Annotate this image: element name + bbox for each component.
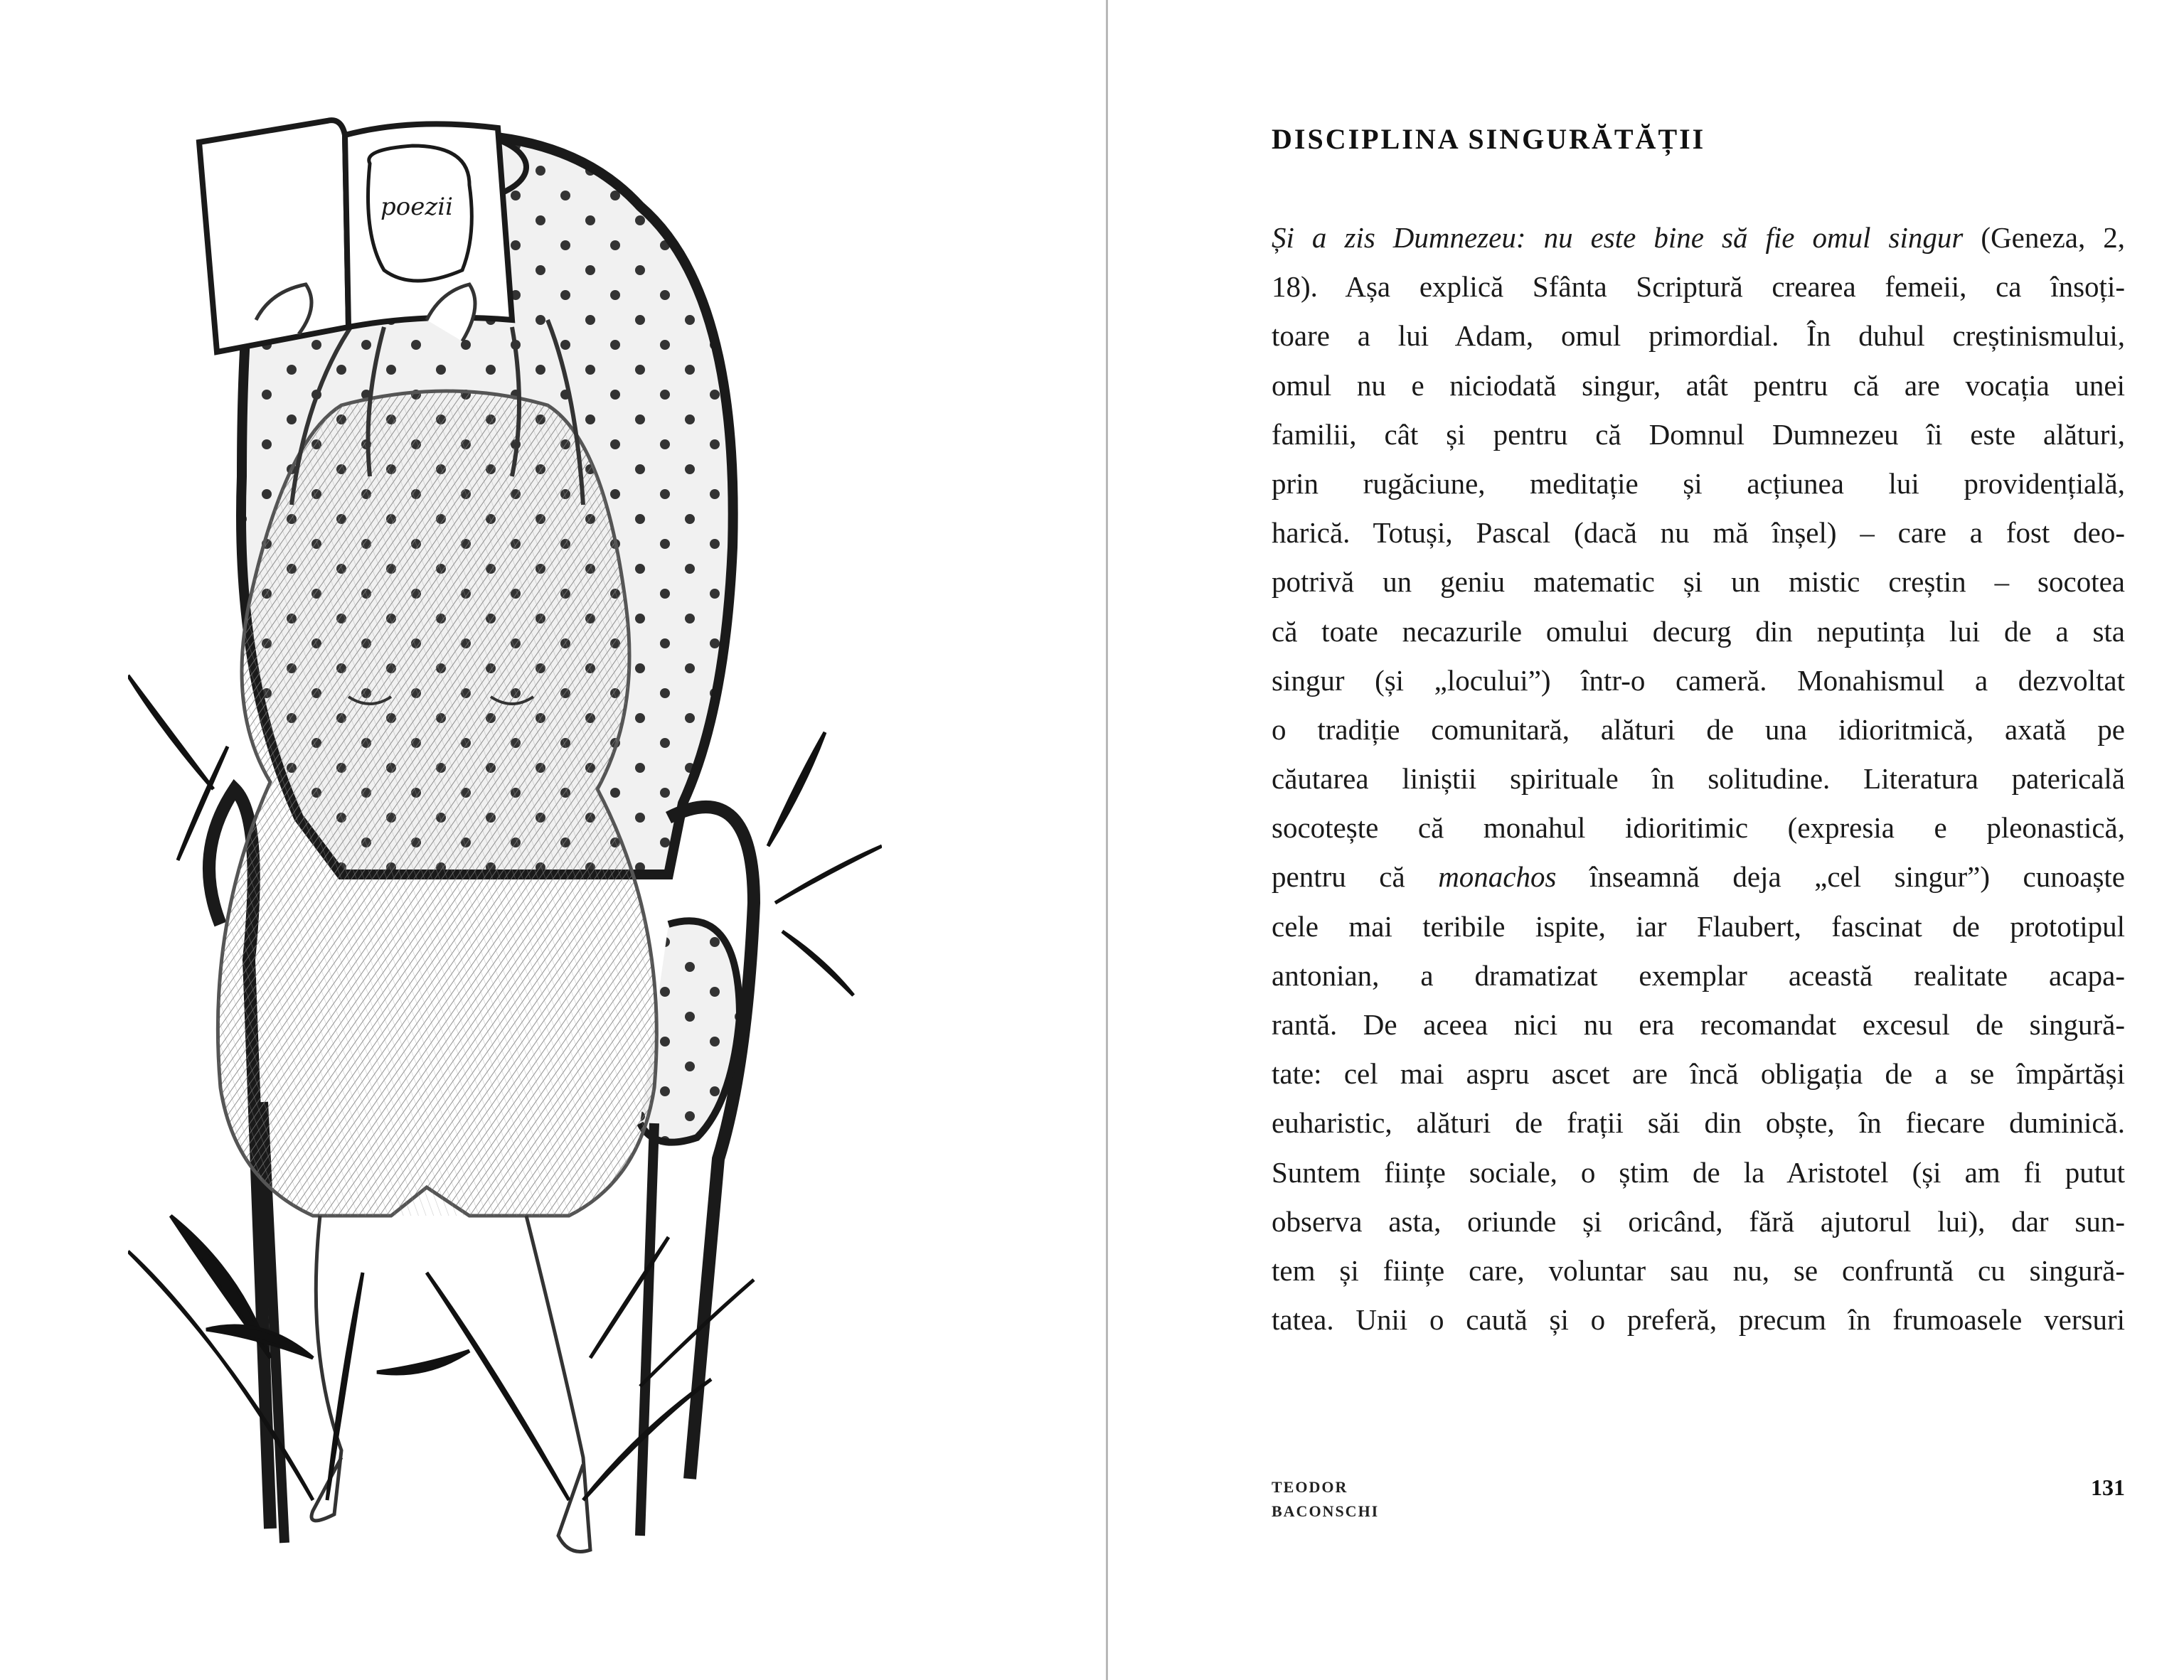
text-line: o tradiție comunitară, alături de una idioritmică, axată pe <box>1272 712 2125 746</box>
author-first-name: TEODOR <box>1272 1478 1348 1496</box>
text-line: familii, cât și pentru că Domnul Dumnezeu îi este alături, <box>1272 417 2125 451</box>
text-line: potrivă un geniu matematic și un mistic creștin – socotea <box>1272 565 2125 599</box>
text-line: Și a zis Dumnezeu: nu este bine să fie omul singur (Geneza, 2, <box>1272 221 2126 254</box>
text-line: tatea. Unii o caută și o preferă, precum în frumoasele versuri <box>1272 1303 2125 1337</box>
text-line: Suntem ființe sociale, o știm de la Aristotel (și am fi putut <box>1272 1155 2125 1189</box>
author-last-name: BACONSCHI <box>1272 1502 1380 1520</box>
text-line: tate: cel mai aspru ascet are încă obligația de a se împărtăși <box>1272 1057 2125 1091</box>
text-line: singur (și „locului”) într-o cameră. Monahismul a dezvoltat <box>1272 663 2125 697</box>
text-line: socotește că monahul idioritimic (expresia e pleonastică, <box>1272 811 2125 845</box>
text-line: observa asta, oriunde și oricând, fără ajutorul lui), dar sun- <box>1272 1204 2125 1238</box>
text-line: prin rugăciune, meditație și acțiunea lui providențială, <box>1272 466 2125 500</box>
text-line: rantă. De aceea nici nu era recomandat excesul de singură- <box>1272 1008 2125 1041</box>
text-line: căutarea liniștii spirituale în solitudine. Literatura patericală <box>1272 762 2125 796</box>
text-line: pentru că monachos înseamnă deja „cel singur”) cunoaște <box>1272 860 2125 894</box>
right-page <box>1108 0 2184 1680</box>
text-line: euharistic, alături de frații săi din obște, în fiecare duminică. <box>1272 1106 2125 1140</box>
figure-right-leg <box>526 1216 590 1552</box>
running-footer-author <box>1272 1475 1379 1524</box>
figure-left-leg <box>311 1216 341 1521</box>
text-line: că toate necazurile omului decurg din neputința lui de a sta <box>1272 614 2125 648</box>
illustration-woman-reading <box>128 107 882 1571</box>
body-text <box>1272 213 2125 1344</box>
text-line: tem și ființe care, voluntar sau nu, se confruntă cu singură- <box>1272 1253 2125 1287</box>
text-line: omul nu e niciodată singur, atât pentru că are vocația unei <box>1272 368 2125 402</box>
book-cover-label: poezii <box>380 193 454 221</box>
text-line: toare a lui Adam, omul primordial. În duhul creștinismului, <box>1272 319 2125 353</box>
text-line: antonian, a dramatizat exemplar această realitate acapa- <box>1272 958 2125 992</box>
text-line: harică. Totuși, Pascal (dacă nu mă înșel) – care a fost deo- <box>1272 516 2125 550</box>
page-number: 131 <box>2091 1475 2125 1500</box>
chapter-title: DISCIPLINA SINGURĂTĂȚII <box>1272 123 1706 155</box>
text-line: cele mai teribile ispite, iar Flaubert, fascinat de prototipul <box>1272 909 2125 943</box>
text-line: 18). Așa explică Sfânta Scriptură crearea femeii, ca însoți- <box>1272 270 2125 304</box>
